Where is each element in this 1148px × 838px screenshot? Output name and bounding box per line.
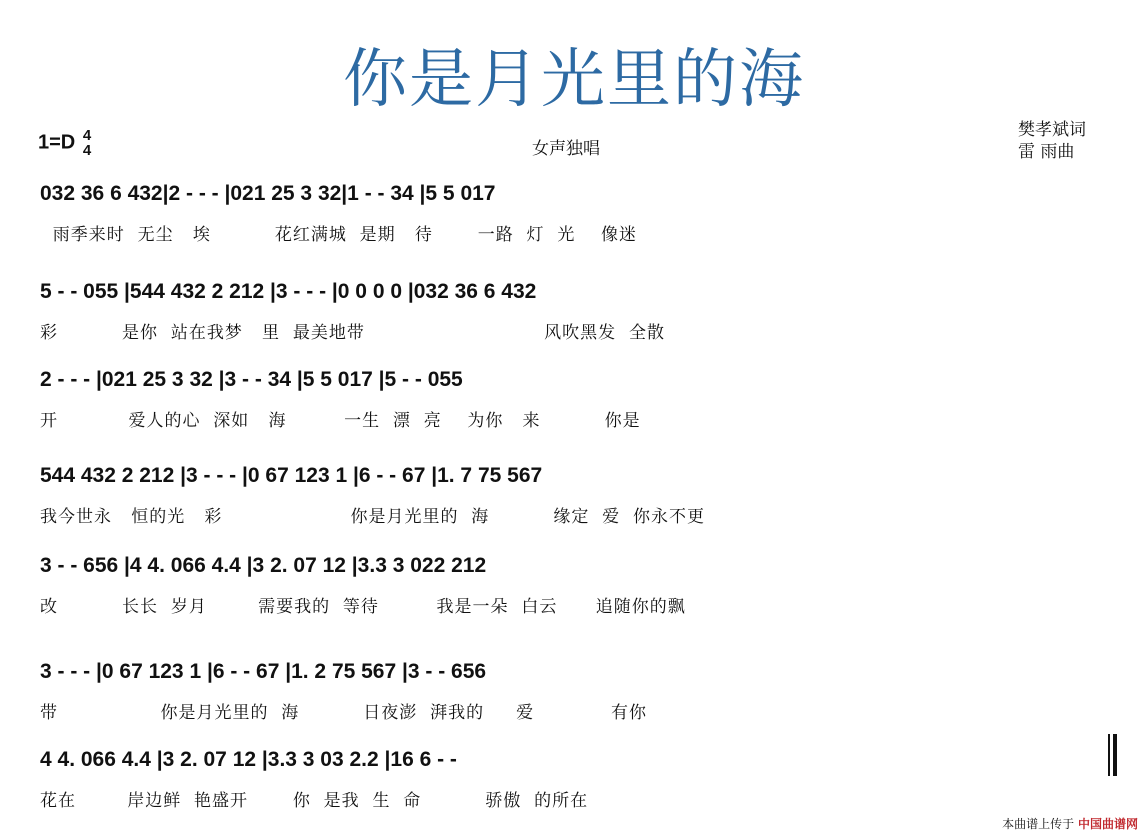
notation-line: 2 - - - |021 25 3 32 |3 - - 34 |5 5 017 |5 - - 055	[40, 368, 469, 391]
lyrics-line: 我今世永 恒的光 彩 你是月光里的 海 缘定 爱 你永不更	[40, 507, 705, 527]
final-barline	[1108, 734, 1115, 776]
notation-line: 5 - - 055 |544 432 2 212 |3 - - - |0 0 0 0 |032 36 6 432	[40, 280, 537, 303]
site-brand: 中国曲谱网	[1077, 817, 1138, 831]
notation-line: 4 4. 066 4.4 |3 2. 07 12 |3.3 3 03 2.2 |16 6 - -	[40, 748, 463, 771]
key-prefix: 1=D	[38, 131, 76, 154]
score-row-1	[40, 174, 1120, 245]
lyrics-line: 彩 是你 站在我梦 里 最美地带 风吹黑发 全散	[40, 323, 665, 343]
composer: 雷 雨曲	[1018, 142, 1075, 162]
song-title: 你是月光里的海	[343, 43, 805, 117]
lyrics-line: 改 长长 岁月 需要我的 等待 我是一朵 白云 追随你的飘	[40, 597, 686, 617]
score-row-7	[40, 740, 1120, 811]
lyricist: 樊孝斌词	[1018, 120, 1086, 140]
lyrics-line: 带 你是月光里的 海 日夜澎 湃我的 爱 有你	[40, 703, 647, 723]
performance-note: 女声独唱	[532, 139, 600, 159]
footer-credit	[1002, 815, 1138, 832]
notation-line: 032 36 6 432|2 - - - |021 25 3 32|1 - - 34 |5 5 017	[40, 182, 502, 205]
score-row-5	[40, 546, 1120, 617]
score-row-3	[40, 360, 1120, 431]
notation-line: 3 - - - |0 67 123 1 |6 - - 67 |1. 2 75 567 |3 - - 656	[40, 660, 492, 683]
score-row-6	[40, 652, 1120, 723]
footer-text: 本曲谱上传于	[1002, 817, 1075, 831]
time-bottom: 4	[82, 142, 92, 159]
notation-line: 3 - - 656 |4 4. 066 4.4 |3 2. 07 12 |3.3 3 022 212	[40, 554, 492, 577]
score-row-2	[40, 272, 1120, 343]
credits	[1018, 119, 1086, 163]
time-top: 4	[82, 127, 92, 144]
lyrics-line: 雨季来时 无尘 埃 花红满城 是期 待 一路 灯 光 像迷	[40, 225, 637, 245]
score-row-4	[40, 456, 1120, 527]
lyrics-line: 花在 岸边鲜 艳盛开 你 是我 生 命 骄傲 的所在	[40, 791, 589, 811]
notation-line: 544 432 2 212 |3 - - - |0 67 123 1 |6 - - 67 |1. 7 75 567	[40, 464, 549, 487]
time-signature	[83, 128, 91, 158]
key-signature	[38, 128, 91, 158]
lyrics-line: 开 爱人的心 深如 海 一生 漂 亮 为你 来 你是	[40, 411, 641, 431]
